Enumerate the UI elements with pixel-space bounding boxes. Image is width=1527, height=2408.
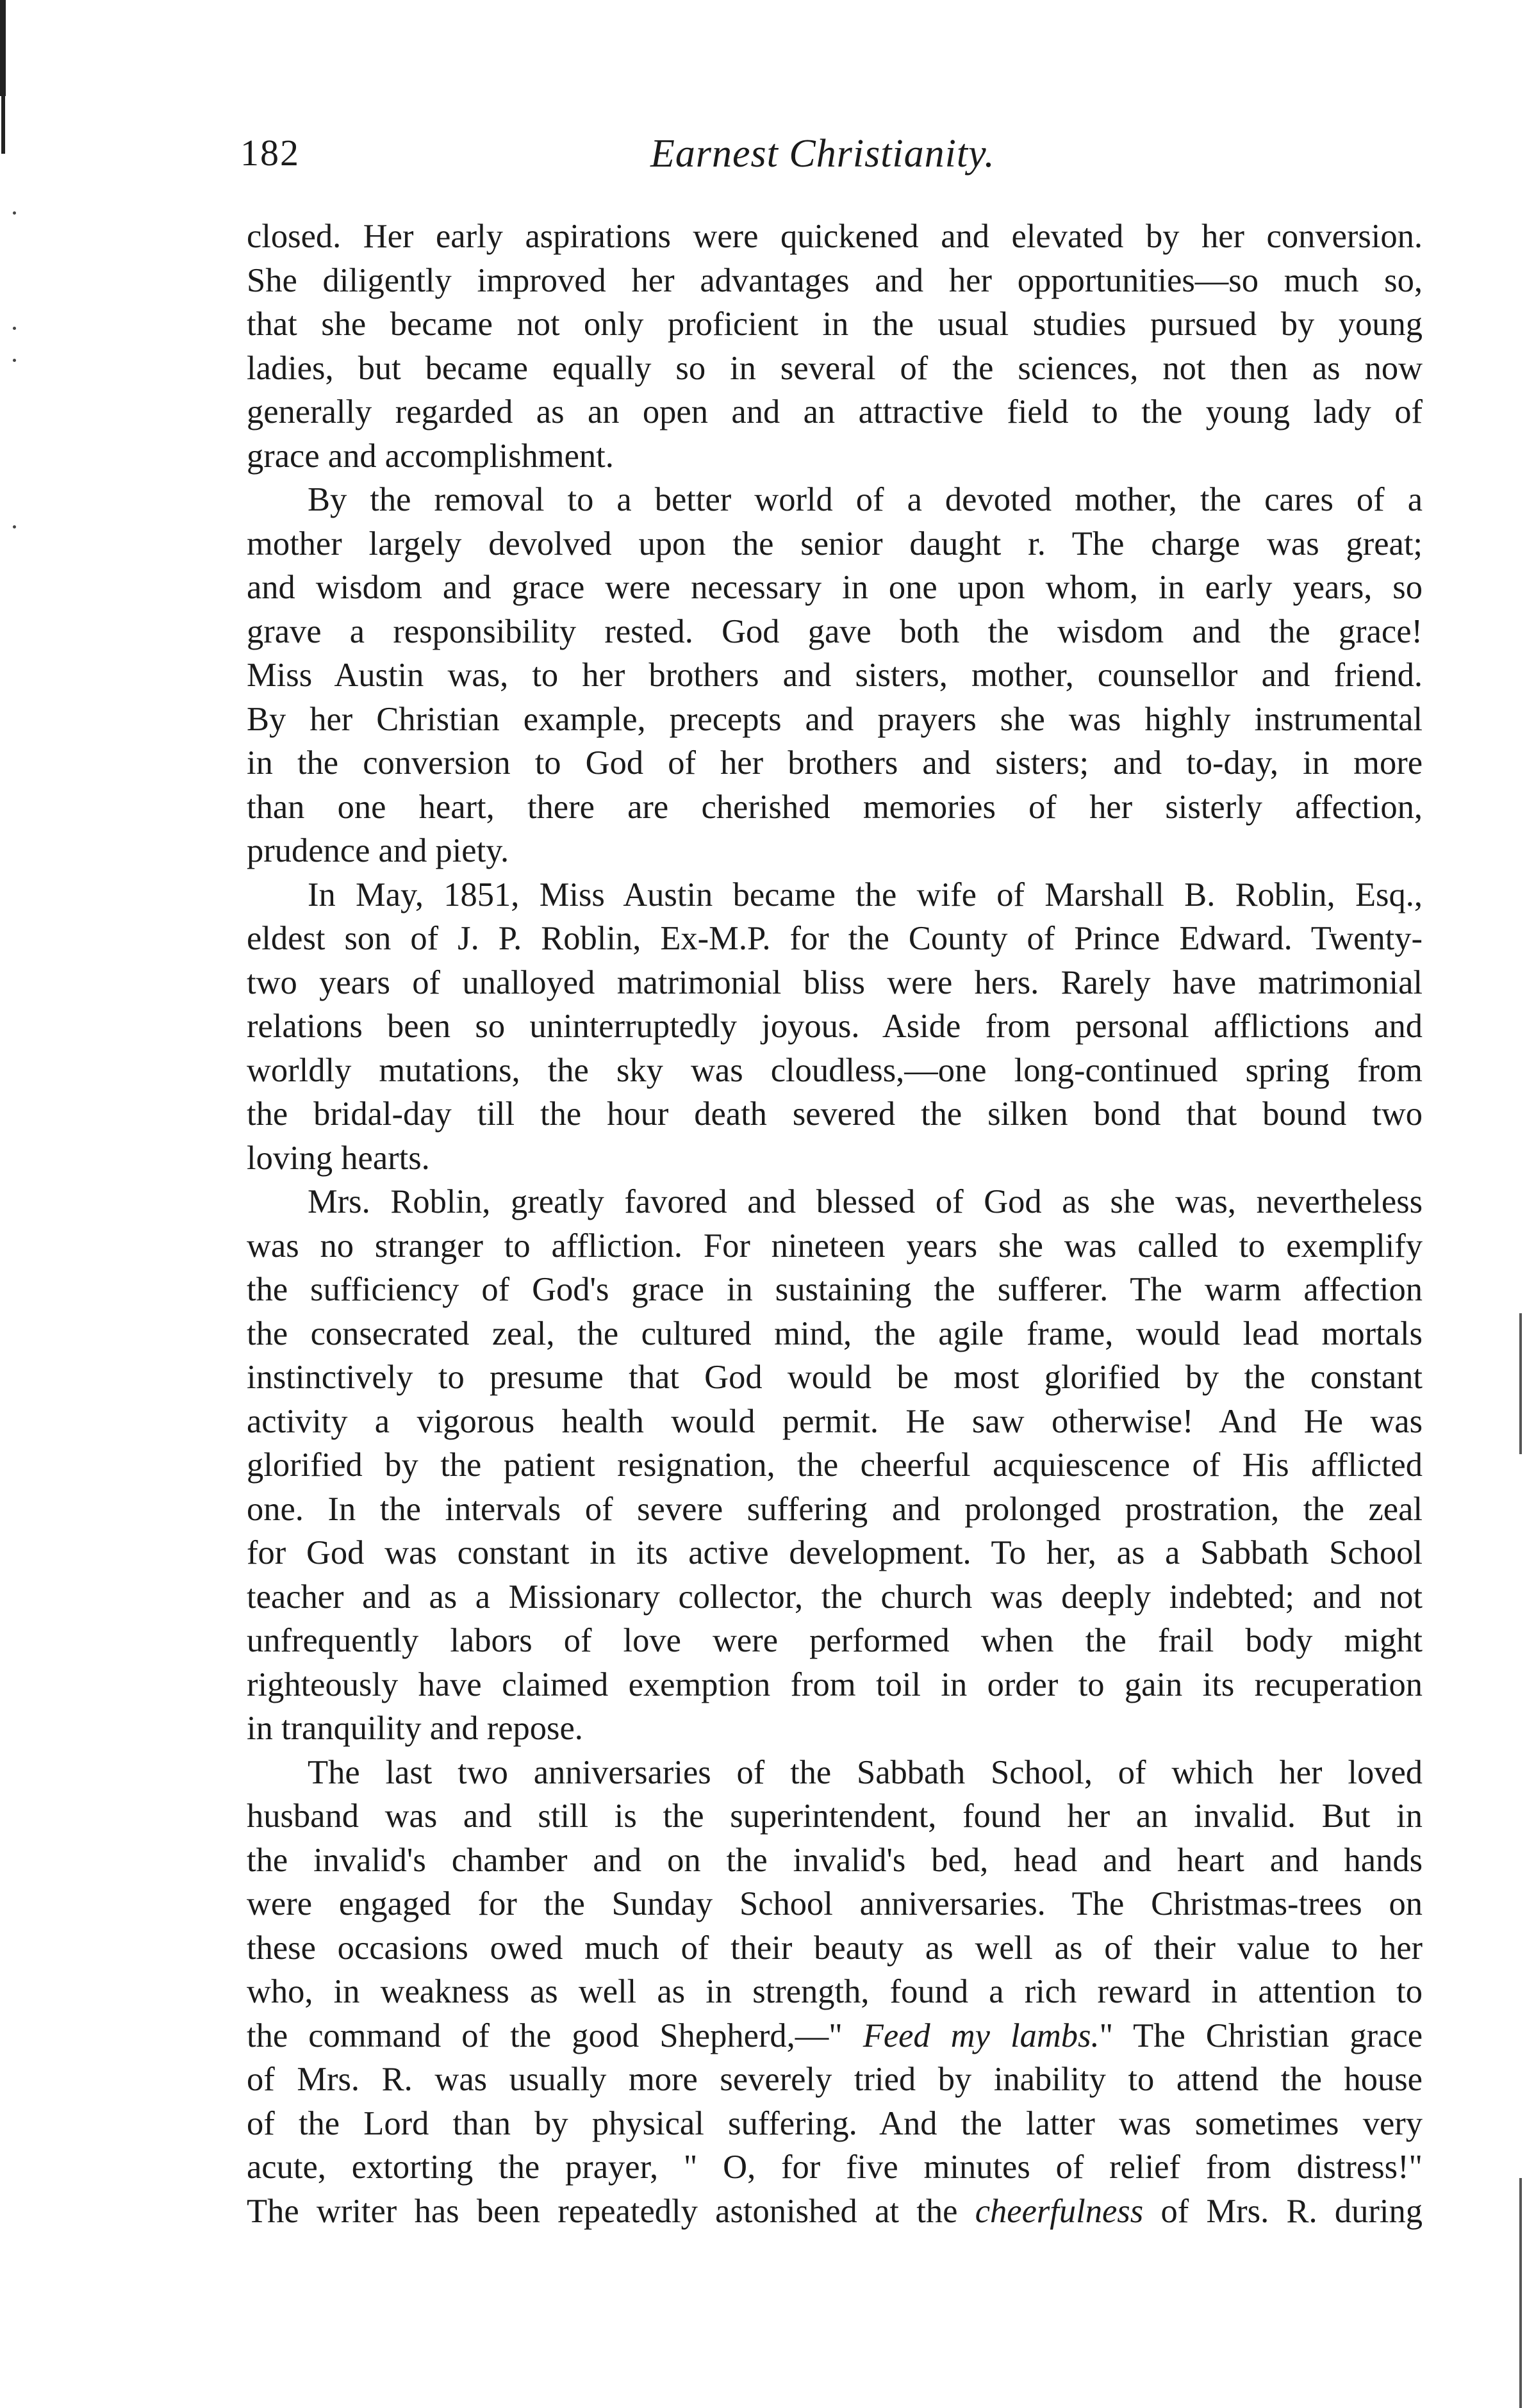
text-line: By the removal to a better world of a devoted mother, the cares of a: [308, 481, 1423, 518]
text-line: were engaged for the Sunday School anniversaries. The Christmas-trees on: [247, 1885, 1423, 1922]
text-line: mother largely devolved upon the senior daught r. The charge was great;: [247, 525, 1423, 562]
text-line: activity a vigorous health would permit. He saw otherwise! And He was: [247, 1402, 1423, 1440]
emphasis: Feed my lambs.: [863, 2017, 1100, 2054]
body-text: [247, 215, 1423, 2233]
text-line: generally regarded as an open and an attractive field to the young lady of: [247, 393, 1423, 430]
text-line: glorified by the patient resignation, the cheerful acquiescence of His afflicted: [247, 1446, 1423, 1484]
text-line: The writer has been repeatedly astonished at the cheerfulness of Mrs. R. during: [247, 2192, 1423, 2230]
text-line: these occasions owed much of their beauty as well as of their value to her: [247, 1929, 1423, 1967]
text-line: grace and accomplishment.: [247, 437, 614, 475]
text-line: husband was and still is the superintendent, found her an invalid. But in: [247, 1798, 1423, 1835]
text-line: grave a responsibility rested. God gave both the wisdom and the grace!: [247, 612, 1423, 650]
binding-edge-rule: [1519, 2178, 1522, 2408]
text-line: the command of the good Shepherd,—" Feed my lambs." The Christian grace: [247, 2017, 1423, 2054]
text-line: of the Lord than by physical suffering. And the latter was sometimes very: [247, 2104, 1423, 2142]
text-line: eldest son of J. P. Roblin, Ex-M.P. for the County of Prince Edward. Twenty-: [247, 920, 1423, 957]
text-line: ladies, but became equally so in several of the sciences, not then as now: [247, 349, 1423, 387]
text-line: and wisdom and grace were necessary in one upon whom, in early years, so: [247, 569, 1423, 606]
text-line: Mrs. Roblin, greatly favored and blessed of God as she was, nevertheless: [308, 1183, 1423, 1220]
text-line: one. In the intervals of severe suffering and prolonged prostration, the zeal: [247, 1490, 1423, 1528]
text-line: instinctively to presume that God would be most glorified by the constant: [247, 1359, 1423, 1396]
page-header: [240, 131, 1407, 202]
text-line: in tranquility and repose.: [247, 1710, 583, 1747]
text-line: that she became not only proficient in the usual studies pursued by young: [247, 306, 1423, 343]
scan-speck: [13, 211, 16, 215]
text-line: in the conversion to God of her brothers and sisters; and to-day, in more: [247, 744, 1423, 782]
text-line: Miss Austin was, to her brothers and sisters, mother, counsellor and friend.: [247, 657, 1423, 694]
text-line: the sufficiency of God's grace in sustaining the sufferer. The warm affection: [247, 1271, 1423, 1308]
scan-edge-mark: [1, 96, 5, 154]
text-line: She diligently improved her advantages and her opportunities—so much so,: [247, 261, 1423, 299]
text-line: who, in weakness as well as in strength, found a rich reward in attention to: [247, 1973, 1423, 2010]
text-line: righteously have claimed exemption from toil in order to gain its recuperation: [247, 1666, 1423, 1703]
text-line: prudence and piety.: [247, 832, 509, 869]
page-number: 182: [240, 132, 300, 174]
text-line: for God was constant in its active development. To her, as a Sabbath School: [247, 1534, 1423, 1571]
text-line: closed. Her early aspirations were quickened and elevated by her conversion.: [247, 218, 1423, 255]
text-line: the bridal-day till the hour death severed the silken bond that bound two: [247, 1095, 1423, 1133]
text-line: loving hearts.: [247, 1139, 430, 1177]
text-line: acute, extorting the prayer, " O, for five minutes of relief from distress!": [247, 2149, 1423, 2186]
text-line: teacher and as a Missionary collector, the church was deeply indebted; and not: [247, 1578, 1423, 1616]
scan-speck: [13, 327, 16, 330]
text-line: relations been so uninterruptedly joyous. Aside from personal afflictions and: [247, 1008, 1423, 1045]
text-line: unfrequently labors of love were performed when the frail body might: [247, 1622, 1423, 1659]
text-line: By her Christian example, precepts and prayers she was highly instrumental: [247, 700, 1423, 738]
scan-speck: [13, 525, 16, 528]
text-line: the consecrated zeal, the cultured mind, the agile frame, would lead mortals: [247, 1315, 1423, 1352]
scan-speck: [13, 359, 16, 362]
text-line: the invalid's chamber and on the invalid's bed, head and heart and hands: [247, 1841, 1423, 1879]
text-line: In May, 1851, Miss Austin became the wife of Marshall B. Roblin, Esq.,: [308, 876, 1423, 913]
text-line: was no stranger to affliction. For nineteen years she was called to exemplify: [247, 1227, 1423, 1265]
text-line: than one heart, there are cherished memories of her sisterly affection,: [247, 788, 1423, 826]
text-line: two years of unalloyed matrimonial bliss were hers. Rarely have matrimonial: [247, 963, 1423, 1001]
running-head: Earnest Christianity.: [650, 132, 995, 176]
text-line: The last two anniversaries of the Sabbath School, of which her loved: [308, 1753, 1423, 1791]
binding-edge-rule: [1519, 1313, 1522, 1454]
text-line: worldly mutations, the sky was cloudless,—one long-continued spring from: [247, 1051, 1423, 1089]
emphasis: cheerfulness: [975, 2192, 1144, 2230]
text-line: of Mrs. R. was usually more severely tried by inability to attend the house: [247, 2061, 1423, 2098]
scan-edge-mark: [0, 0, 6, 96]
